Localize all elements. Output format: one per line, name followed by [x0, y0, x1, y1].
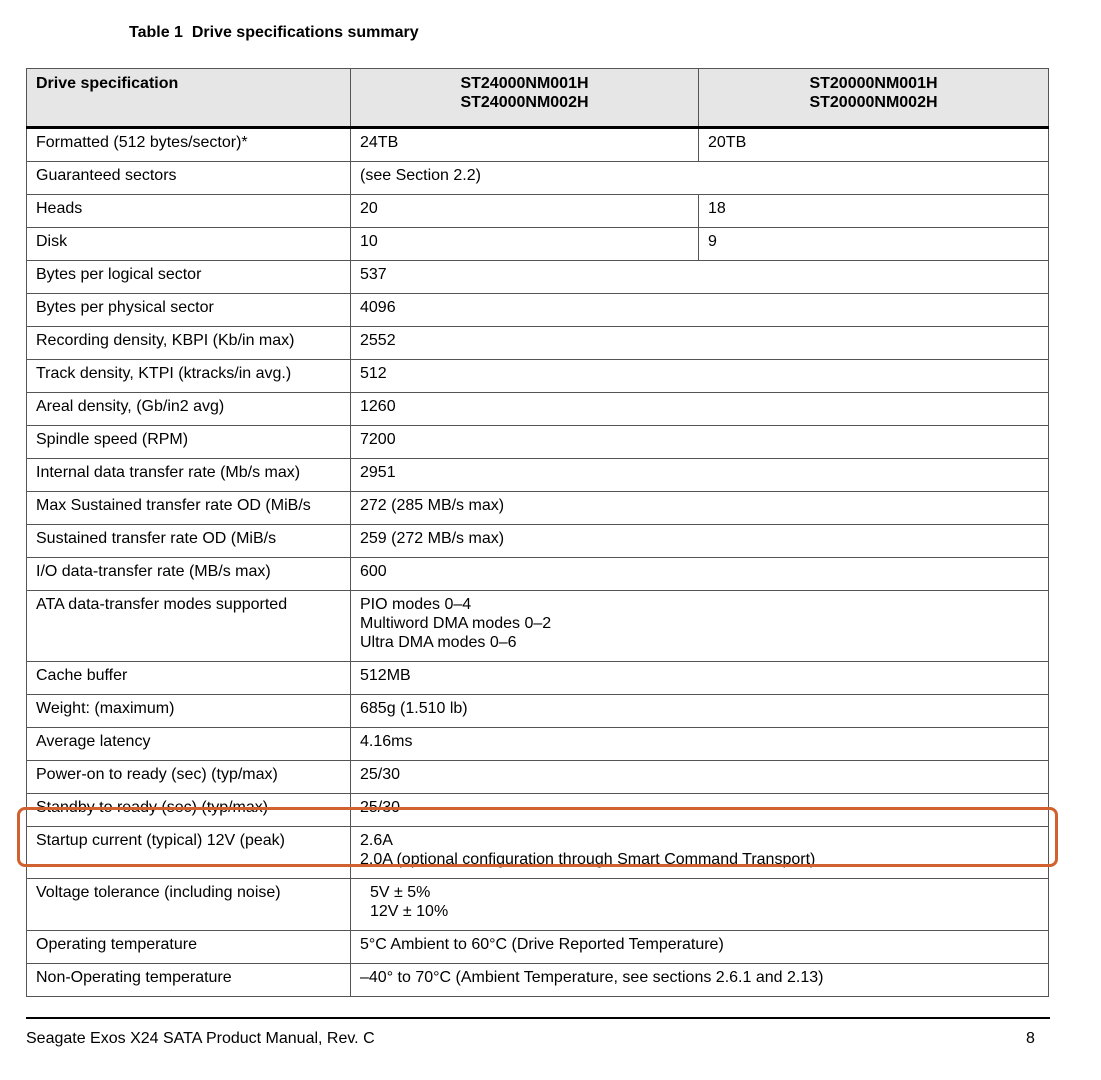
table-row	[27, 931, 1049, 964]
table-row	[27, 591, 1049, 662]
row-value: 4.16ms	[351, 728, 1049, 761]
row-value: 25/30	[351, 794, 1049, 827]
row-value	[351, 591, 1049, 662]
row-label: Recording density, KBPI (Kb/in max)	[27, 327, 351, 360]
row-value: 25/30	[351, 761, 1049, 794]
row-label: Bytes per logical sector	[27, 261, 351, 294]
row-value: 512MB	[351, 662, 1049, 695]
row-value-20tb: 20TB	[699, 128, 1049, 162]
table-row	[27, 525, 1049, 558]
row-label: Weight: (maximum)	[27, 695, 351, 728]
row-label: Track density, KTPI (ktracks/in avg.)	[27, 360, 351, 393]
table-row	[27, 228, 1049, 261]
row-value: 259 (272 MB/s max)	[351, 525, 1049, 558]
row-value: 1260	[351, 393, 1049, 426]
row-value: 537	[351, 261, 1049, 294]
table-row	[27, 195, 1049, 228]
table-row	[27, 558, 1049, 591]
row-value: 2552	[351, 327, 1049, 360]
row-label: Guaranteed sectors	[27, 162, 351, 195]
row-value	[351, 827, 1049, 879]
table-row	[27, 393, 1049, 426]
row-label: Cache buffer	[27, 662, 351, 695]
drive-specifications-table	[26, 68, 1049, 997]
row-value: 685g (1.510 lb)	[351, 695, 1049, 728]
table-caption: Table 1 Drive specifications summary	[129, 24, 419, 41]
table-row	[27, 426, 1049, 459]
row-label: Formatted (512 bytes/sector)*	[27, 128, 351, 162]
header-st24000-models: ST24000NM001H ST24000NM002H	[351, 69, 699, 128]
row-value-24tb: 24TB	[351, 128, 699, 162]
table-row	[27, 162, 1049, 195]
row-value: 7200	[351, 426, 1049, 459]
footer-page-number: 8	[1026, 1030, 1035, 1047]
startup-current-values: 2.6A 2.0A (optional configuration through Smart Command Transport)	[360, 832, 816, 868]
row-value: 2951	[351, 459, 1049, 492]
footer-document-title: Seagate Exos X24 SATA Product Manual, Rev. C	[26, 1030, 375, 1047]
row-label: Non-Operating temperature	[27, 964, 351, 997]
row-label: Spindle speed (RPM)	[27, 426, 351, 459]
table-row	[27, 459, 1049, 492]
row-label: Heads	[27, 195, 351, 228]
row-label: Average latency	[27, 728, 351, 761]
row-label: Max Sustained transfer rate OD (MiB/s	[27, 492, 351, 525]
row-label: Areal density, (Gb/in2 avg)	[27, 393, 351, 426]
row-label: Bytes per physical sector	[27, 294, 351, 327]
row-label: Operating temperature	[27, 931, 351, 964]
row-value-24tb: 20	[351, 195, 699, 228]
table-header-row	[27, 69, 1049, 128]
row-label: Standby to ready (sec) (typ/max)	[27, 794, 351, 827]
row-value-20tb: 18	[699, 195, 1049, 228]
table-row	[27, 761, 1049, 794]
table-row	[27, 695, 1049, 728]
table-row	[27, 492, 1049, 525]
row-label: ATA data-transfer modes supported	[27, 591, 351, 662]
table-row	[27, 261, 1049, 294]
table-row-startup-current	[27, 827, 1049, 879]
row-value: 4096	[351, 294, 1049, 327]
table-row	[27, 294, 1049, 327]
voltage-tolerance-values: 5V ± 5% 12V ± 10%	[370, 884, 449, 920]
row-value: –40° to 70°C (Ambient Temperature, see sections 2.6.1 and 2.13)	[351, 964, 1049, 997]
row-value: 600	[351, 558, 1049, 591]
row-label: Sustained transfer rate OD (MiB/s	[27, 525, 351, 558]
footer-divider	[26, 1017, 1050, 1019]
row-value: 5°C Ambient to 60°C (Drive Reported Temperature)	[351, 931, 1049, 964]
row-label: Power-on to ready (sec) (typ/max)	[27, 761, 351, 794]
row-label: Internal data transfer rate (Mb/s max)	[27, 459, 351, 492]
row-label: Startup current (typical) 12V (peak)	[27, 827, 351, 879]
table-row	[27, 728, 1049, 761]
row-value-24tb: 10	[351, 228, 699, 261]
row-label: I/O data-transfer rate (MB/s max)	[27, 558, 351, 591]
table-row	[27, 879, 1049, 931]
transfer-modes-list: PIO modes 0–4 Multiword DMA modes 0–2 Ultra DMA modes 0–6	[360, 596, 552, 651]
table-row	[27, 360, 1049, 393]
row-label: Disk	[27, 228, 351, 261]
header-st20000-models: ST20000NM001H ST20000NM002H	[699, 69, 1049, 128]
row-value-20tb: 9	[699, 228, 1049, 261]
row-value	[351, 879, 1049, 931]
row-value: 512	[351, 360, 1049, 393]
table-row	[27, 964, 1049, 997]
table-row	[27, 327, 1049, 360]
row-value: 272 (285 MB/s max)	[351, 492, 1049, 525]
table-row	[27, 794, 1049, 827]
row-label: Voltage tolerance (including noise)	[27, 879, 351, 931]
row-value: (see Section 2.2)	[351, 162, 1049, 195]
table-row	[27, 662, 1049, 695]
header-drive-specification: Drive specification	[27, 69, 351, 128]
table-row	[27, 128, 1049, 162]
